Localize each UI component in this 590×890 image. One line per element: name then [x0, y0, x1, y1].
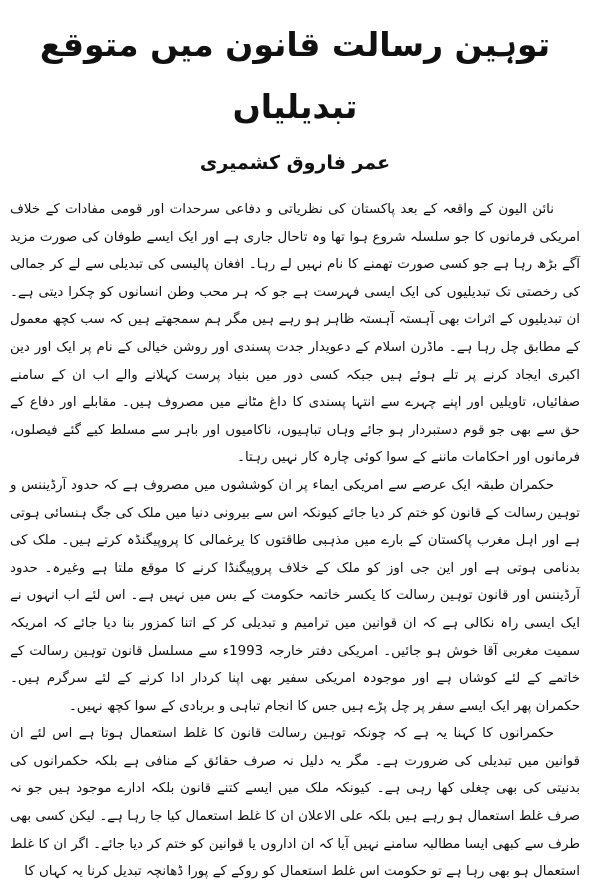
article-headline: توہین رسالت قانون میں متوقع تبدیلیاں — [39, 25, 551, 126]
article-body — [10, 196, 580, 886]
article-paragraph-3: حکمرانوں کا کہنا یہ ہے کہ چونکہ توہین رسالت قانون کا غلط استعمال ہوتا ہے اس لئے ان قوانین میں تبدیلی کی ضرورت ہے۔ مگر یہ دلیل نہ صرف حقائق کے منافی ہے بلکہ حکمرانوں کی بدنیتی کی بھی چغلی کھا رہی ہے۔ کیونکہ ملک میں ایسے کتنے قانون بلکہ ادارے موجود ہیں جو نہ صرف غلط استعمال ہو رہے ہیں بلکہ علی الاعلان ان کا غلط استعمال کیا جا رہا ہے۔ لیکن کسی بھی طرف سے کبھی ایسا مطالبہ سامنے نہیں آیا کہ ان اداروں یا قوانین کو ختم کر دیا جائے۔ اگر ان کا غلط استعمال ہو بھی رہا ہے تو حکومت اس غلط استعمال کو روکے کے پورا ڈھانچہ تبدیل کرنا یہ کہاں کا — [10, 726, 580, 880]
article-author: عمر فاروق کشمیری — [199, 152, 391, 174]
article-paragraph-1: نائن الیون کے واقعہ کے بعد پاکستان کی نظریاتی و دفاعی سرحدات اور قومی مفادات کے خلاف امریکی فرمانوں کا جو سلسلہ شروع ہوا تھا وہ تاحال جاری ہے اور ایک ایسے طوفان کی صورت مزید آگے بڑھ رہا ہے جو کسی صورت تھمنے کا نام نہیں لے رہا۔ افغان پالیسی کی تبدیلی سے لے کر جمالی کی رخصتی تک تبدیلیوں کی ایک ایسی فہرست ہے جو کہ ہر محب وطن انسانوں کو چکرا دیتی ہے۔ ان تبدیلیوں کے اثرات بھی آہستہ آہستہ ظاہر ہو رہے ہیں مگر ہم سمجھتے ہیں کہ سب کچھ معمول کے مطابق چل رہا ہے۔ ماڈرن اسلام کے دعویدار جدت پسندی اور روشن خیالی کے نام پر ایک اور دین اکبری ایجاد کرنے پر تلے ہوئے ہیں جبکہ کسی دور میں بنیاد پرست کہلانے والے اب ان کے سامنے صفائیاں، تاویلیں اور اپنے چہرے سے انتہا پسندی کا داغ مٹانے میں مصروف ہیں۔ مقابلے اور دفاع کے حق سے بھی جو قوم دستبردار ہو جائے وہاں تباہیوں، ناکامیوں اور باہر سے مسلط کیے گئے فیصلوں، فرمانوں اور احکامات ماننے کے سوا کوئی چارہ کار نہیں رہتا۔ — [10, 202, 580, 466]
article-paragraph-2: حکمران طبقہ ایک عرصے سے امریکی ایماء پر ان کوششوں میں مصروف ہے کہ حدود آرڈیننس و توہین رسالت کے قانون کو ختم کر دیا جائے کیونکہ اس سے بیرونی دنیا میں ملک کی جگ ہنسائی ہوتی ہے اور اہل مغرب پاکستان کے بارے میں مذہبی طاقتوں کا یرغمالی کا پروپیگنڈہ کرتے ہیں۔ ملک کی بدنامی ہوتی ہے اور این جی اوز کو ملک کے خلاف پروپیگنڈا کرنے کا موقع ملتا ہے وغیرہ۔ حدود آرڈیننس اور قانون توہین رسالت کا یکسر خاتمہ حکومت کے بس میں نہیں ہے۔ اس لئے اب انہوں نے ایک ایسی راہ نکالی ہے کہ ان قوانین میں ترامیم و تبدیلی کر کے اتنا کمزور بنا دیا جائے کہ امریکہ سمیت مغربی آقا خوش ہو جائیں۔ امریکی دفتر خارجہ 1993ء سے مسلسل قانون توہین رسالت کے خاتمے کے لئے کوشاں ہے اور موجودہ امریکی سفیر بھی اپنا کردار ادا کرنے کے لئے سرگرم ہیں۔ حکمران پھر ایک ایسے سفر پر چل پڑے ہیں جس کا انجام تباہی و بربادی کے سوا کچھ نہیں۔ — [10, 477, 580, 714]
